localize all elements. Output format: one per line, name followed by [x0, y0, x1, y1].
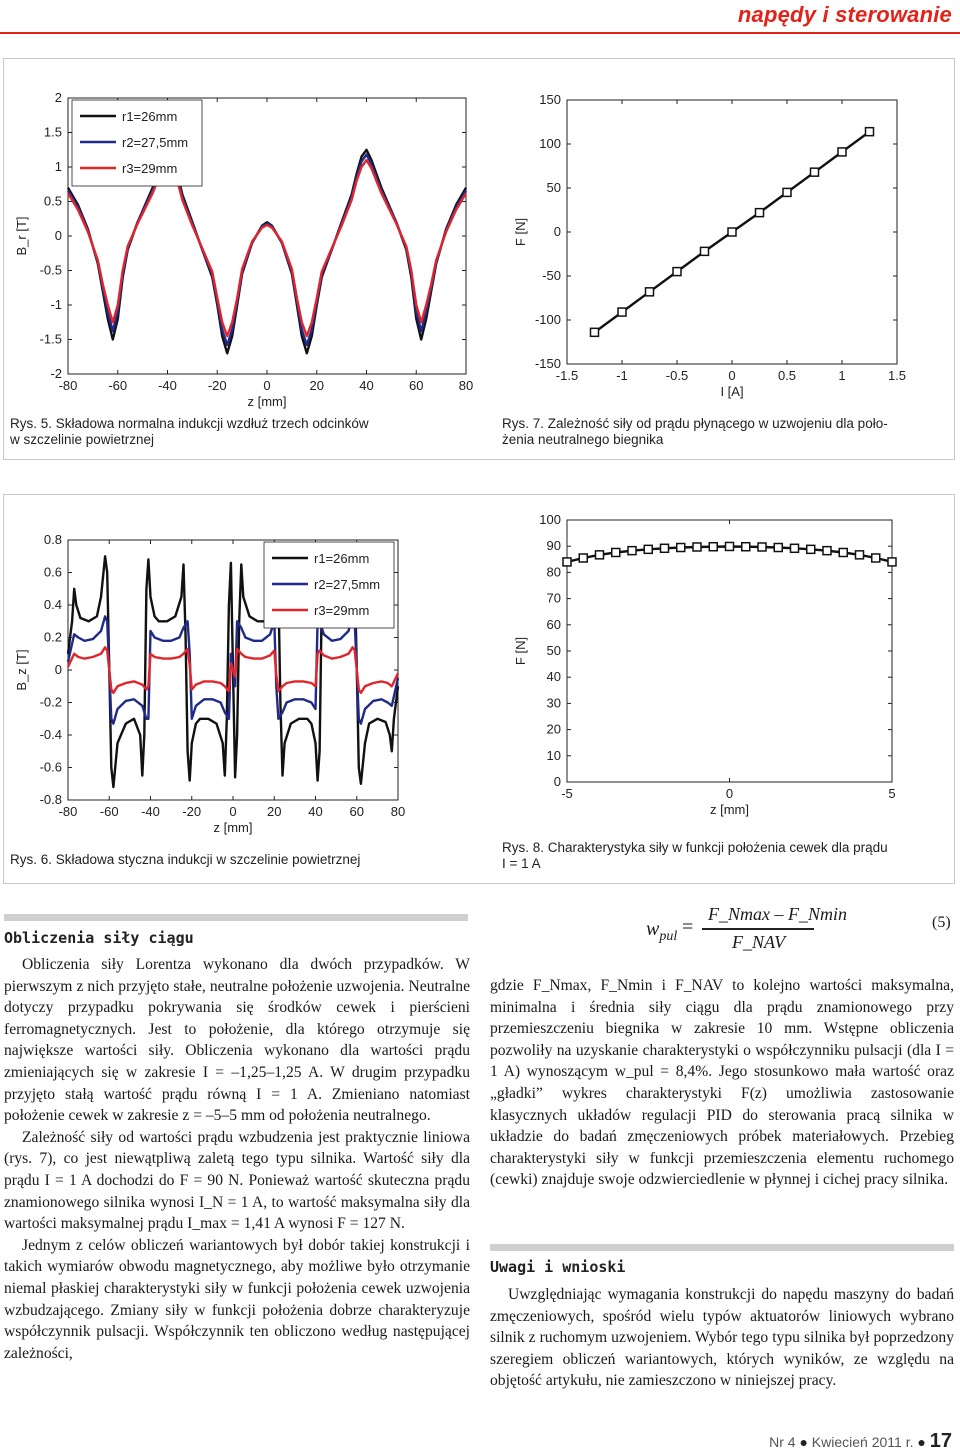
fig6-caption: Rys. 6. Składowa styczna indukcji w szczelinie powietrznej — [10, 852, 361, 867]
fig8-caption: Rys. 8. Charakterystyka siły w funkcji położenia cewek dla prądu I = 1 A — [502, 840, 888, 871]
x-tick-label: -60 — [99, 804, 119, 819]
y-tick-label: 0.4 — [43, 597, 62, 612]
section-rule-2 — [490, 1244, 954, 1251]
x-tick-label: 5 — [888, 786, 896, 801]
equation-number: (5) — [932, 914, 951, 931]
data-point — [644, 545, 652, 553]
y-tick-label: -0.8 — [39, 792, 62, 807]
paragraph: gdzie F_Nmax, F_Nmin i F_NAV to kolejno wartości maksymalna, minimalna i średnia siły ciągu dla prądu znamionowego przy przemieszczeniu biegnika w zakresie 10 mm. Wstępne obliczenia pozwoliły na uzyskanie charakterystyki o współczynniku pulsacji (dla I = 1 A) wynoszącym w_pul = 8,4%. Jego stosunkowo mała wartość oraz „gładki” wykres charakterystyki F(z) umożliwia zastosowanie klasycznych układów regulacji PID do sterowania pracą silnika w układzie do badań zmęczeniowych próbek materiałowych. Przebieg charakterystyki siły w funkcji przemieszczenia elementu ruchomego (cewki) znajduje swoje odzwierciedlenie w płynnej i cichej pracy silnika. — [490, 977, 954, 1189]
data-point — [742, 543, 750, 551]
y-tick-label: 20 — [546, 721, 561, 737]
y-tick-label: 1.5 — [43, 124, 62, 140]
data-point — [726, 542, 734, 550]
y-tick-label: 90 — [546, 538, 561, 554]
data-point — [673, 268, 681, 276]
issue-date: Kwiecień 2011 r. — [811, 1434, 914, 1450]
paragraph: Zależność siły od wartości prądu wzbudzenia jest praktycznie liniowa (rys. 7), co jest niewątpliwą zaletą tego typu silnika. Wartość siły dla prądu I = 1 A dochodzi do F = 90 N. Ponieważ wartość skuteczna prądu znamionowego silnika wynosi I_N = 1 A, to wartość maksymalna siły dla wartości maksymalnej prądu I_max = 1,41 A wynosi F = 127 N. — [4, 1128, 470, 1233]
x-tick-label: 0 — [728, 368, 736, 383]
data-point — [866, 128, 874, 136]
y-tick-label: 0.2 — [43, 629, 62, 645]
separator-dot-icon: ● — [799, 1434, 812, 1450]
page-number: 17 — [929, 1430, 952, 1452]
data-point — [646, 288, 654, 296]
header-rule — [0, 32, 960, 34]
chart-fig7 — [492, 70, 952, 416]
x-tick-label: 0 — [725, 786, 734, 801]
legend-label: r1=26mm — [122, 109, 178, 124]
y-tick-label: 2 — [54, 90, 62, 105]
data-point — [693, 543, 701, 551]
data-point — [728, 228, 736, 236]
legend-label: r2=27,5mm — [314, 577, 381, 592]
legend-label: r1=26mm — [314, 551, 370, 566]
issue-number: Nr 4 — [769, 1434, 796, 1450]
y-tick-label: 0 — [553, 774, 561, 789]
x-axis-label: z [mm] — [247, 394, 287, 409]
y-tick-label: 0.8 — [43, 532, 62, 547]
x-tick-label: 0 — [229, 804, 237, 819]
data-point — [823, 547, 831, 555]
right-column — [490, 975, 954, 1191]
y-tick-label: 30 — [546, 695, 561, 711]
section-heading-uwagi: Uwagi i wnioski — [490, 1258, 626, 1276]
y-tick-label: -50 — [542, 268, 561, 283]
x-tick-label: -40 — [158, 378, 177, 393]
y-tick-label: -150 — [534, 356, 561, 371]
y-tick-label: -100 — [534, 312, 561, 327]
y-tick-label: 10 — [546, 747, 561, 763]
x-tick-label: -20 — [207, 378, 227, 393]
y-tick-label: -0.4 — [39, 727, 62, 742]
equation-numerator: F_Nmax – F_Nmin — [708, 904, 847, 924]
y-axis-label: F [N] — [513, 217, 528, 247]
chart-fig5 — [6, 70, 476, 416]
y-tick-label: 1 — [54, 159, 62, 174]
data-point — [839, 548, 847, 556]
y-tick-label: -1 — [50, 297, 62, 312]
y-tick-label: 80 — [546, 564, 561, 580]
data-point — [756, 209, 764, 217]
data-point — [628, 547, 636, 555]
x-tick-label: -1.5 — [555, 368, 579, 383]
x-tick-label: 40 — [359, 378, 374, 393]
x-tick-label: -1 — [616, 368, 628, 383]
x-tick-label: 80 — [390, 804, 406, 819]
x-tick-label: -0.5 — [665, 368, 689, 383]
data-point — [709, 543, 717, 551]
data-point — [811, 168, 819, 176]
fraction-bar — [702, 928, 814, 930]
fig7-caption: Rys. 7. Zależność siły od prądu płynącego w uzwojeniu dla poło- żenia neutralnego biegnika — [502, 416, 888, 447]
y-tick-label: 0.5 — [43, 193, 62, 209]
data-point — [758, 543, 766, 551]
y-tick-label: -1.5 — [39, 331, 62, 347]
data-point — [701, 247, 709, 255]
x-axis-label: z [mm] — [213, 820, 253, 835]
y-tick-label: 100 — [539, 136, 561, 151]
y-tick-label: 60 — [546, 616, 561, 632]
paragraph: Uwzględniając wymagania konstrukcji do napędu maszyny do badań zmęczeniowych, spośród wielu typów aktuatorów liniowych wybrano silnik z ruchomym uzwojeniem. Wybór tego typu silnika był poprzedzony szeregiem obliczeń wariantowych, których wyników, ze względu na objętość artykułu, nie zamieszczono w niniejszej pracy. — [490, 1286, 954, 1390]
data-point — [872, 554, 880, 562]
x-tick-label: -80 — [58, 804, 78, 819]
paragraph: Obliczenia siły Lorentza wykonano dla dwóch przypadków. W pierwszym z nich przyjęto stałe, neutralne położenie uzwojenia. Neutralne dotyczy przypadku pokrywania się środków cewek i pierścieni ferromagnetycznych. Jest to położenie, dla którego otrzymuje się największe wartości siły. Obliczenia wykonano dla wartości prądu zmieniających się w zakresie I = –1,25–1,25 A. W drugim przypadku przyjęto stałą wartość prądu równą I = 1 A. Zmieniano natomiast położenie cewek w zakresie z = –5–5 mm od położenia neutralnego. — [4, 956, 470, 1125]
data-point — [677, 544, 685, 552]
data-point — [618, 308, 626, 316]
y-tick-label: 50 — [546, 643, 561, 658]
x-tick-label: 20 — [267, 804, 282, 819]
y-tick-label: 50 — [546, 180, 561, 195]
data-point — [579, 554, 587, 562]
data-point — [612, 548, 620, 556]
y-tick-label: -2 — [50, 366, 62, 381]
y-axis-label: B_r [T] — [14, 216, 29, 256]
data-point — [596, 551, 604, 559]
x-tick-label: -5 — [561, 786, 573, 801]
x-tick-label: -80 — [58, 378, 78, 393]
y-tick-label: 0 — [553, 224, 561, 239]
data-point — [661, 544, 669, 552]
data-point — [791, 544, 799, 552]
right-column-2 — [490, 1284, 954, 1392]
paragraph: Jednym z celów obliczeń wariantowych był dobór takiej konstrukcji i takich wymiarów obwodu magnetycznego, aby możliwe było otrzymanie niemal płaskiej charakterystyki siły w funkcji położenia cewek uzwojenia wzbudzającego. Zmiany siły w funkcji położenia dobrze charakteryzuje współczynnik pulsacji. Współczynnik ten obliczono według następującej zależności, — [4, 1236, 470, 1362]
data-point — [856, 551, 864, 559]
x-tick-label: 60 — [349, 804, 364, 819]
equation-denominator: F_NAV — [732, 932, 786, 952]
y-axis-label: F [N] — [513, 636, 528, 666]
fig5-caption: Rys. 5. Składowa normalna indukcji wzdłuż trzech odcinków w szczelinie powietrznej — [10, 416, 369, 447]
y-tick-label: 0 — [54, 662, 62, 677]
equation-pulsation — [640, 904, 940, 960]
y-tick-label: -0.2 — [39, 694, 62, 710]
y-tick-label: 70 — [546, 590, 561, 606]
x-tick-label: 1.5 — [887, 368, 907, 383]
section-heading-obliczenia: Obliczenia siły ciągu — [4, 929, 194, 947]
journal-brand: napędy i sterowanie — [737, 2, 952, 27]
x-tick-label: 80 — [458, 378, 474, 393]
x-tick-label: 20 — [309, 378, 324, 393]
data-point — [783, 188, 791, 196]
x-tick-label: -20 — [182, 804, 202, 819]
data-point — [807, 545, 815, 553]
legend-label: r3=29mm — [314, 603, 370, 618]
y-axis-label: B_z [T] — [14, 649, 29, 691]
y-tick-label: 0 — [54, 228, 62, 243]
y-tick-label: -0.6 — [39, 759, 62, 775]
data-point — [838, 148, 846, 156]
equation-equals: = — [682, 916, 694, 938]
x-axis-label: z [mm] — [710, 802, 749, 817]
y-tick-label: -0.5 — [39, 262, 62, 278]
section-rule-1 — [4, 914, 468, 921]
legend-label: r2=27,5mm — [122, 135, 189, 150]
data-point — [563, 558, 571, 566]
chart-fig8 — [492, 500, 952, 820]
x-tick-label: -60 — [108, 378, 128, 393]
x-tick-label: -40 — [141, 804, 160, 819]
y-tick-label: 0.6 — [43, 564, 62, 580]
page-footer — [769, 1430, 952, 1453]
equation-lhs: $w_{pul}$ — [646, 918, 678, 944]
x-tick-label: 1 — [838, 368, 846, 383]
plot-frame — [567, 520, 892, 782]
y-tick-label: 150 — [539, 92, 561, 107]
chart-fig6 — [6, 500, 476, 840]
separator-dot-icon: ● — [917, 1434, 930, 1450]
x-axis-label: I [A] — [720, 384, 744, 399]
legend-label: r3=29mm — [122, 161, 178, 176]
y-tick-label: 40 — [546, 669, 561, 685]
x-tick-label: 0.5 — [777, 368, 797, 383]
x-tick-label: 0 — [263, 378, 271, 393]
x-tick-label: 40 — [308, 804, 323, 819]
data-point — [888, 558, 896, 566]
data-point — [774, 544, 782, 552]
x-tick-label: 60 — [409, 378, 424, 393]
data-point — [591, 328, 599, 336]
left-column — [4, 954, 470, 1364]
y-tick-label: 100 — [539, 512, 561, 527]
